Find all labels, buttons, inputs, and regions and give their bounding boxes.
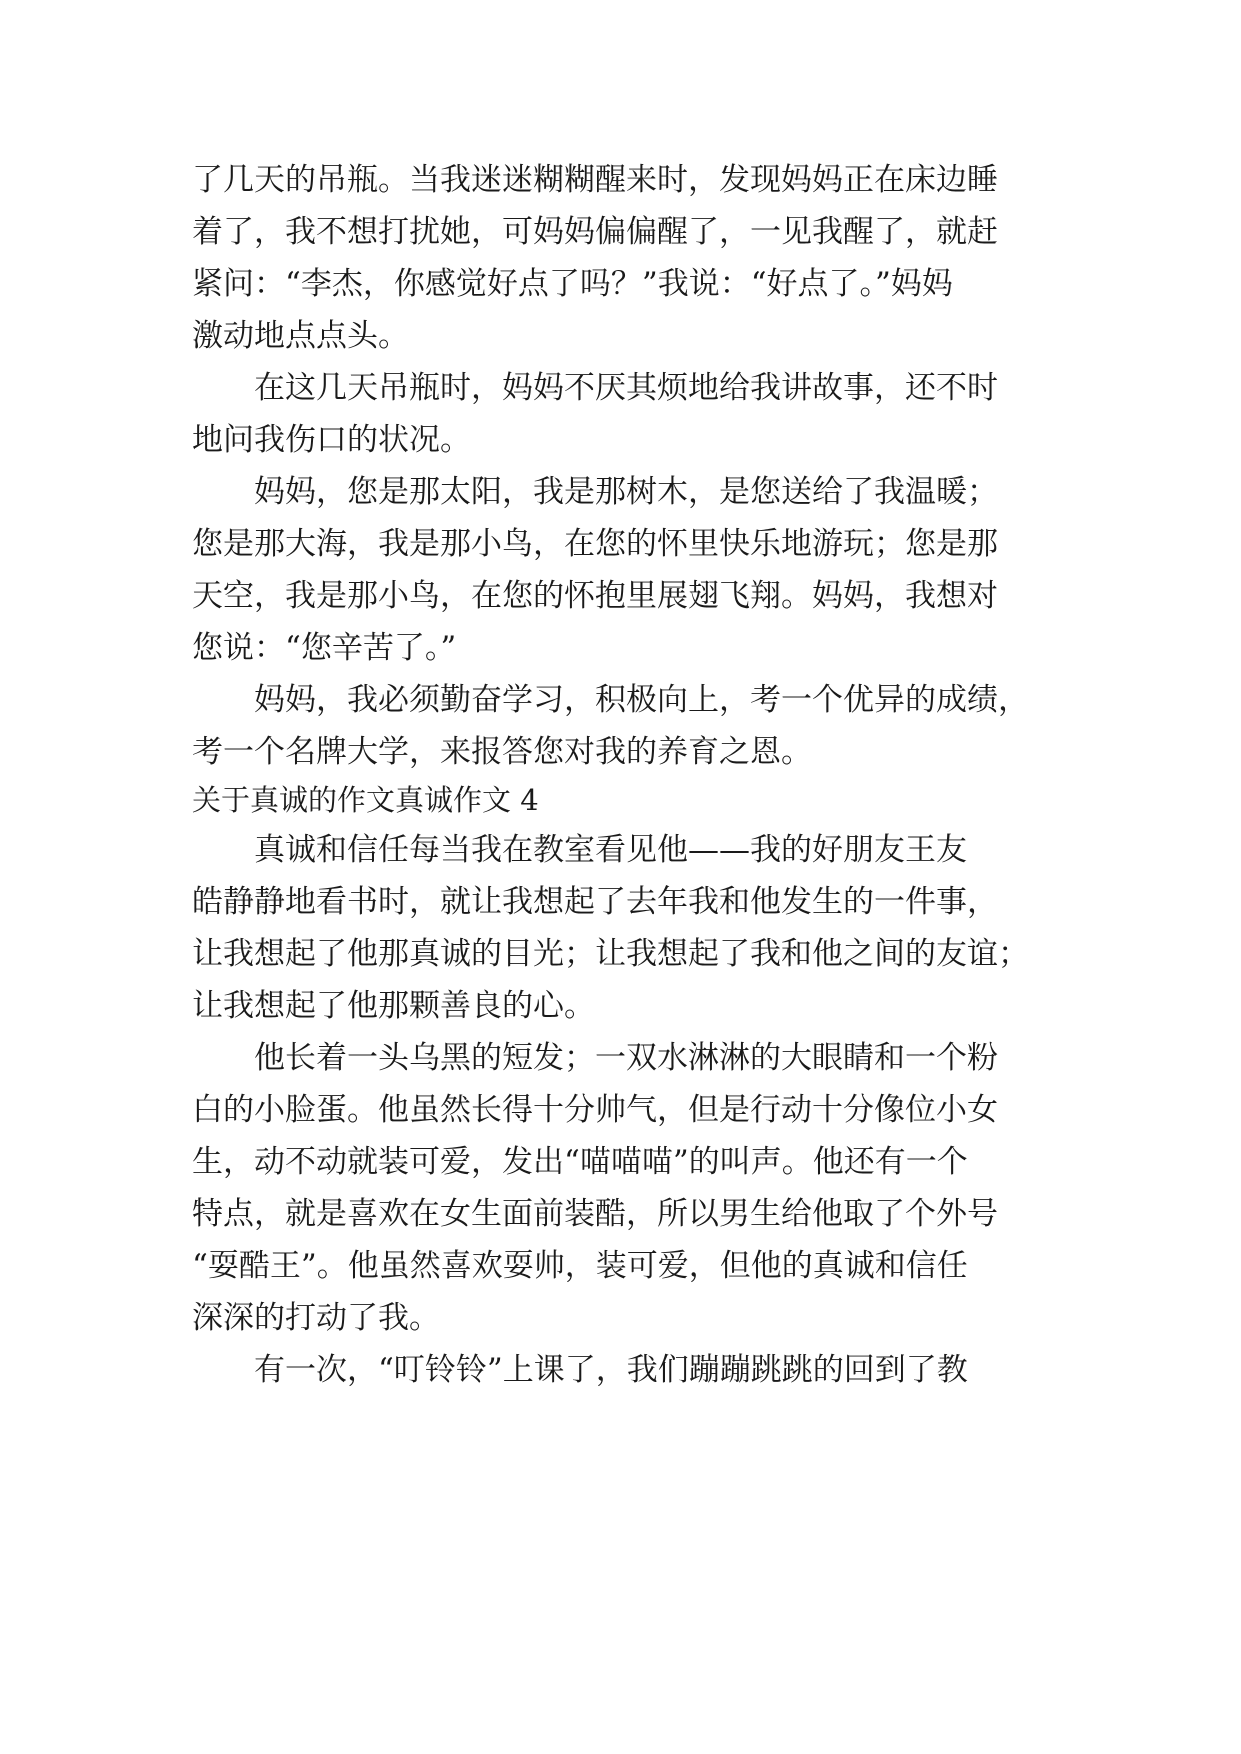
text-line: 皓静静地看书时，就让我想起了去年我和他发生的一件事， xyxy=(192,884,998,920)
text-line: 特点，就是喜欢在女生面前装酷，所以男生给他取了个外号 xyxy=(192,1196,998,1232)
paragraph-first-line: 他长着一头乌黑的短发；一双水淋淋的大眼睛和一个粉 xyxy=(254,1040,998,1076)
text-line: “耍酷王”。他虽然喜欢耍帅，装可爱，但他的真诚和信任 xyxy=(192,1248,968,1284)
paragraph-first-line: 妈妈，您是那太阳，我是那树木，是您送给了我温暖； xyxy=(254,474,998,510)
text-line: 您说：“您辛苦了。” xyxy=(192,630,457,666)
text-line: 天空，我是那小鸟，在您的怀抱里展翅飞翔。妈妈，我想对 xyxy=(192,578,998,614)
text-line: 白的小脸蛋。他虽然长得十分帅气，但是行动十分像位小女 xyxy=(192,1092,998,1128)
section-heading: 关于真诚的作文真诚作文 4 xyxy=(192,783,539,817)
text-line: 您是那大海，我是那小鸟，在您的怀里快乐地游玩；您是那 xyxy=(192,526,998,562)
text-line: 让我想起了他那真诚的目光；让我想起了我和他之间的友谊； xyxy=(192,936,1029,972)
paragraph-first-line: 有一次，“叮铃铃”上课了，我们蹦蹦跳跳的回到了教 xyxy=(254,1352,968,1388)
text-line: 让我想起了他那颗善良的心。 xyxy=(192,988,595,1024)
text-line: 考一个名牌大学，来报答您对我的养育之恩。 xyxy=(192,734,812,770)
text-line: 激动地点点头。 xyxy=(192,318,409,354)
text-line: 地问我伤口的状况。 xyxy=(192,422,471,458)
text-line: 紧问：“李杰，你感觉好点了吗？”我说：“好点了。”妈妈 xyxy=(192,266,953,302)
text-line: 着了，我不想打扰她，可妈妈偏偏醒了，一见我醒了，就赶 xyxy=(192,214,998,250)
text-line: 深深的打动了我。 xyxy=(192,1300,440,1336)
paragraph-first-line: 真诚和信任每当我在教室看见他——我的好朋友王友 xyxy=(254,832,967,868)
paragraph-first-line: 妈妈，我必须勤奋学习，积极向上，考一个优异的成绩， xyxy=(254,682,1029,718)
text-line: 生，动不动就装可爱，发出“喵喵喵”的叫声。他还有一个 xyxy=(192,1144,968,1180)
text-line: 了几天的吊瓶。当我迷迷糊糊醒来时，发现妈妈正在床边睡 xyxy=(192,162,998,198)
paragraph-first-line: 在这几天吊瓶时，妈妈不厌其烦地给我讲故事，还不时 xyxy=(254,370,998,406)
